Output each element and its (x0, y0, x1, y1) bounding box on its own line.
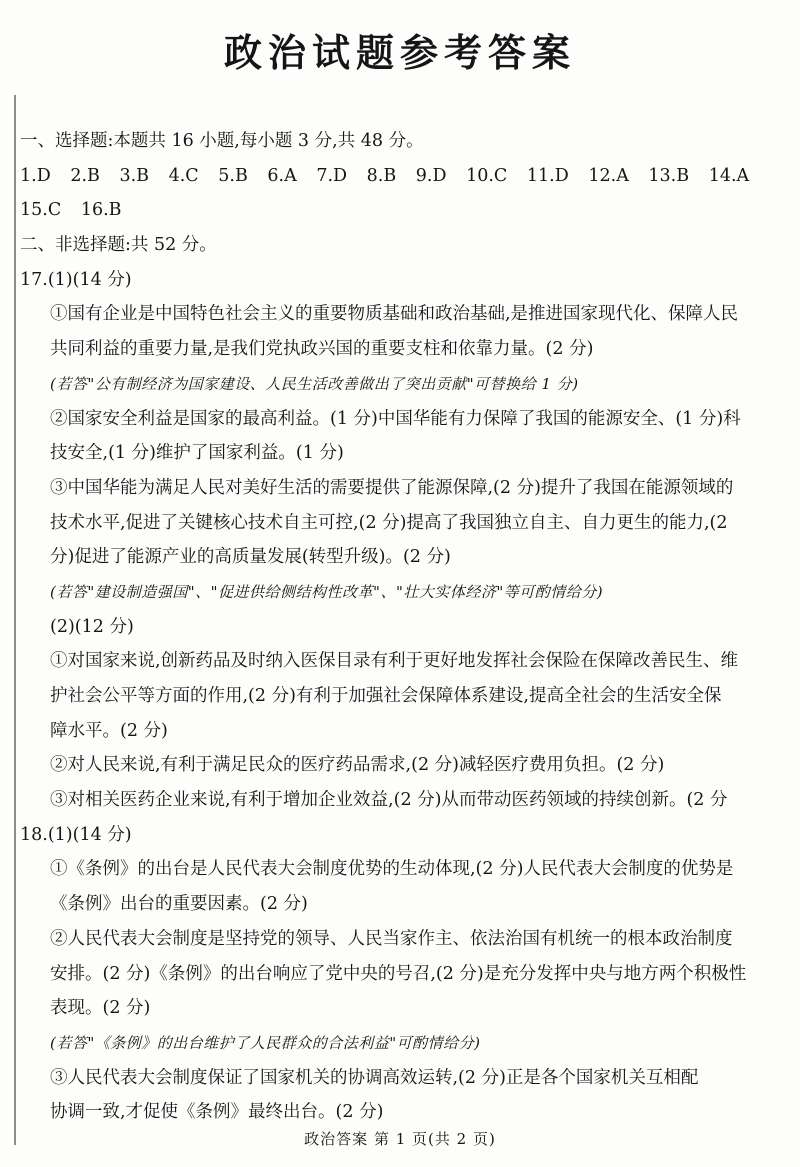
choice-answer: 12.A (588, 165, 629, 186)
grading-note: (若答"建设制造强国"、"促进供给侧结构性改革"、"壮大实体经济"等可酌情给分) (50, 582, 604, 601)
answer-line: ①对国家来说,创新药品及时纳入医保目录有利于更好地发挥社会保险在保障改善民生、维 (50, 651, 739, 672)
answer-line: ①《条例》的出台是人民代表大会制度优势的生动体现,(2 分)人民代表大会制度的优势是 (50, 859, 734, 880)
choice-answer: 10.C (466, 165, 508, 186)
answer-line: ③人民代表大会制度保证了国家机关的协调高效运转,(2 分)正是各个国家机关互相配 (50, 1067, 699, 1088)
choice-answers-row-2 (20, 193, 775, 228)
grading-note: (若答"《条例》的出台维护了人民群众的合法利益"可酌情给分) (50, 1033, 481, 1052)
choice-answer: 13.B (648, 165, 690, 186)
answer-line: 分)促进了能源产业的高质量发展(转型升级)。(2 分) (50, 547, 451, 568)
answer-line: 共同利益的重要力量,是我们党执政兴国的重要支柱和依靠力量。(2 分) (50, 339, 594, 360)
answer-content (20, 124, 775, 1130)
answer-line: 技安全,(1 分)维护了国家利益。(1 分) (50, 443, 344, 464)
section-heading-open: 二、非选择题:共 52 分。 (20, 235, 217, 256)
section-heading-choice: 一、选择题:本题共 16 小题,每小题 3 分,共 48 分。 (20, 131, 424, 151)
choice-answer: 5.B (218, 165, 248, 186)
answer-line: 安排。(2 分)《条例》的出台响应了党中央的号召,(2 分)是充分发挥中央与地方两个积极性 (50, 963, 747, 984)
answer-line: 护社会公平等方面的作用,(2 分)有利于加强社会保障体系建设,提高全社会的生活安全保 (50, 686, 722, 706)
sub-question-heading: (2)(12 分) (50, 616, 134, 637)
question-heading: 17.(1)(14 分) (20, 269, 132, 290)
choice-answer: 14.A (708, 165, 750, 186)
binding-edge-mark (14, 95, 16, 1145)
answer-line: 障水平。(2 分) (50, 720, 168, 741)
answer-line: ②国家安全利益是国家的最高利益。(1 分)中国华能有力保障了我国的能源安全、(1 分)科 (50, 408, 741, 429)
answer-line: ②人民代表大会制度是坚持党的领导、人民当家作主、依法治国有机统一的根本政治制度 (50, 928, 733, 949)
page-title: 政治试题参考答案 (223, 31, 576, 75)
answer-line: 协调一致,才促使《条例》最终出台。(2 分) (50, 1102, 384, 1123)
choice-answers-row-1 (20, 159, 775, 194)
answer-line: 表现。(2 分) (50, 998, 151, 1019)
answer-line: 《条例》出台的重要因素。(2 分) (50, 894, 308, 915)
choice-answer: 6.A (267, 165, 297, 186)
answer-line: 技术水平,促进了关键核心技术自主可控,(2 分)提高了我国独立自主、自力更生的能力,(2 (50, 512, 728, 533)
choice-answer: 7.D (316, 165, 348, 186)
answer-line: ②对人民来说,有利于满足民众的医疗药品需求,(2 分)减轻医疗费用负担。(2 分) (50, 755, 665, 776)
page-footer: 政治答案 第 1 页(共 2 页) (304, 1130, 496, 1148)
grading-note: (若答"公有制经济为国家建设、人民生活改善做出了突出贡献"可替换给 1 分) (50, 374, 579, 393)
answer-line: ①国有企业是中国特色社会主义的重要物质基础和政治基础,是推进国家现代化、保障人民 (50, 304, 739, 325)
question-heading: 18.(1)(14 分) (20, 824, 132, 845)
choice-answer: 8.B (366, 165, 397, 186)
choice-answer: 16.B (80, 200, 122, 221)
choice-answer: 2.B (70, 165, 100, 186)
choice-answer: 4.C (168, 165, 199, 186)
choice-answer: 11.D (526, 165, 569, 186)
choice-answer: 1.D (20, 165, 51, 186)
choice-answer: 9.D (415, 165, 447, 186)
choice-answer: 3.B (119, 165, 150, 186)
answer-line: ③对相关医药企业来说,有利于增加企业效益,(2 分)从而带动医药领域的持续创新。(2 分 (50, 790, 728, 811)
answer-line: ③中国华能为满足人民对美好生活的需要提供了能源保障,(2 分)提升了我国在能源领域的 (50, 477, 734, 498)
choice-answer: 15.C (20, 200, 62, 221)
